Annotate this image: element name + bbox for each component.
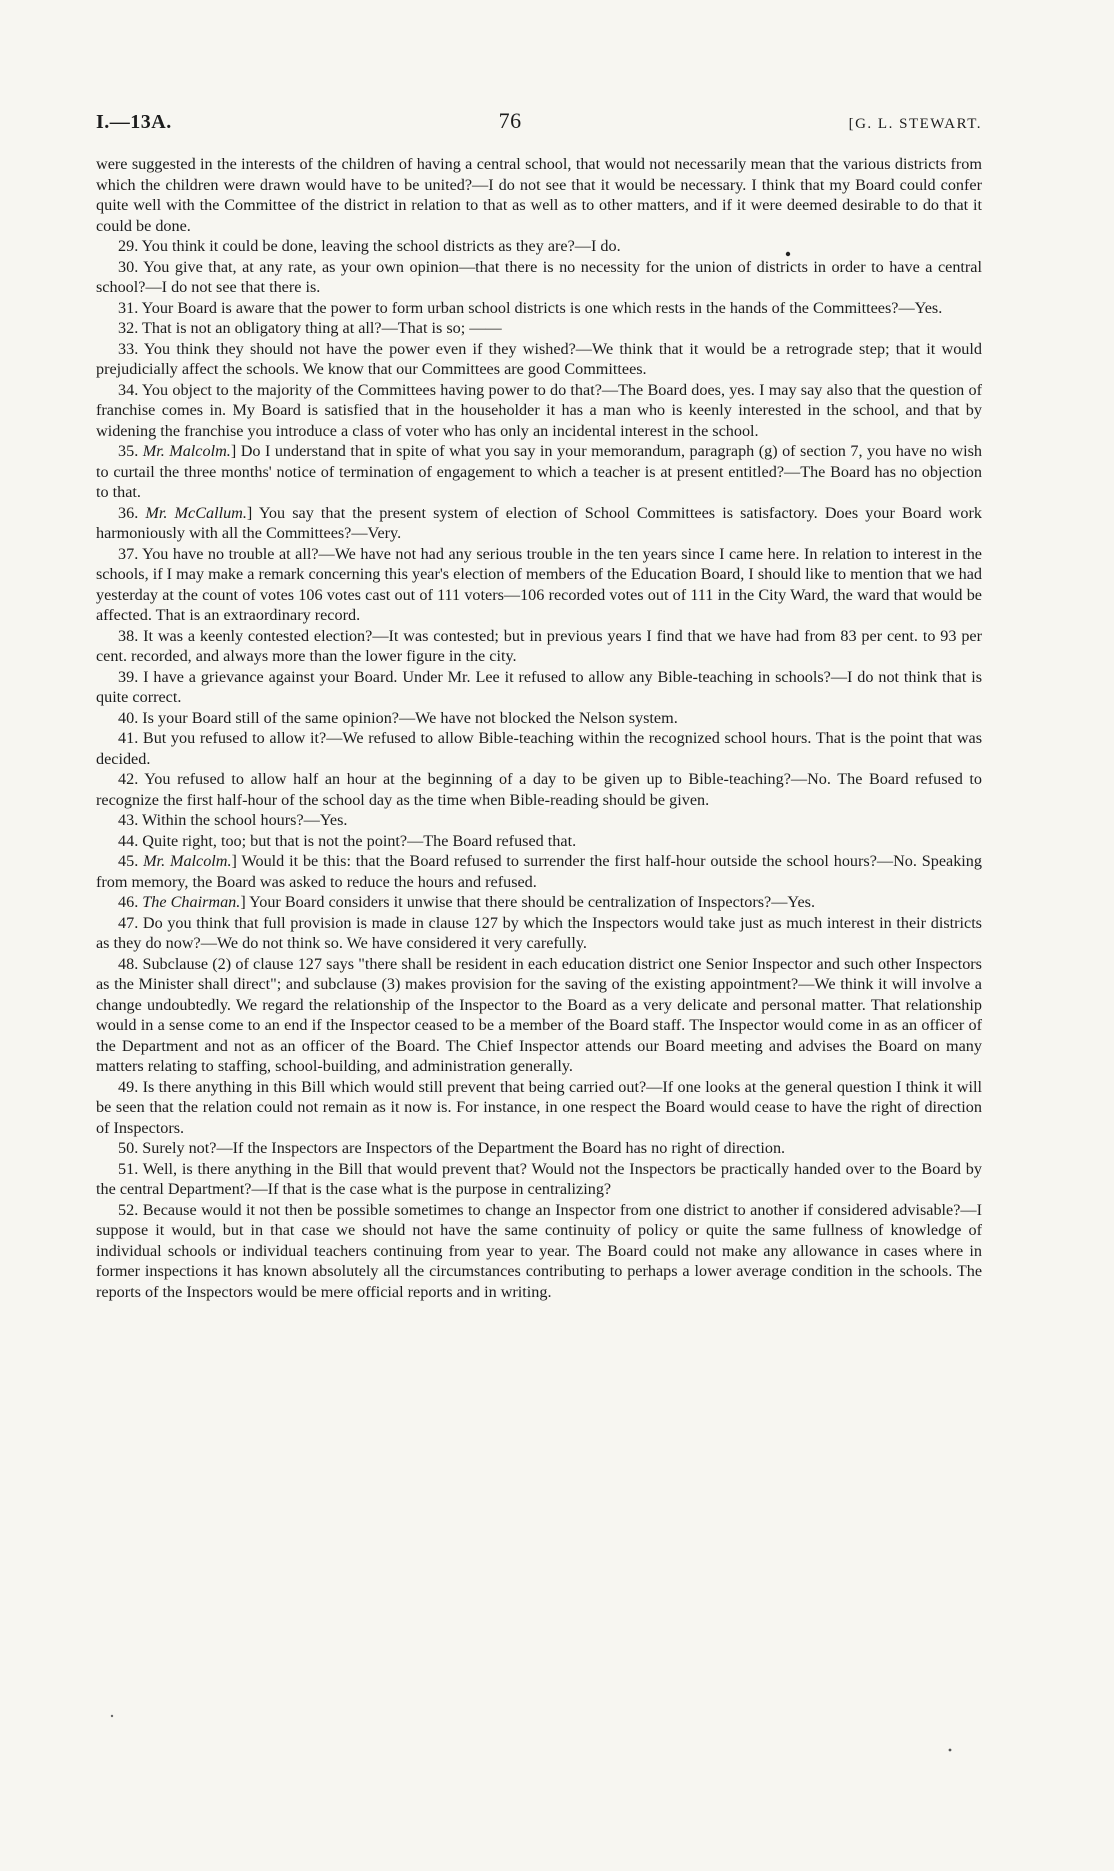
testimony-paragraph — [96, 1159, 982, 1200]
testimony-paragraph — [96, 1077, 982, 1139]
paragraph-text: 31. Your Board is aware that the power to form urban school districts is one which rests in the hands of the Committees?—Yes. — [118, 298, 943, 317]
testimony-body — [96, 154, 982, 1302]
document-reference: I.—13A. — [96, 111, 172, 133]
paragraph-text: 44. Quite right, too; but that is not the point?—The Board refused that. — [118, 831, 577, 850]
paragraph-text: 33. You think they should not have the power even if they wished?—We think that it would be a retrograde step; that it would prejudicially affect the schools. We know that our Committees are good Committees. — [96, 339, 982, 378]
testimony-paragraph: 36. Mr. McCallum.] You say that the present system of election of School Committees is satisfactory. Does your Board work harmoniously with all the Committees?—Very. — [96, 503, 982, 542]
paragraph-text: 37. You have no trouble at all?—We have not had any serious trouble in the ten years since I came here. In relation to interest in the schools, if I may make a remark concerning this year's election of members of the Education Board, I should like to mention that we had yesterday at the count of votes 106 votes cast out of 111 voters—106 recorded votes out of 111 in the City Ward, the ward that would be affected. That is an extraordinary record. — [96, 544, 982, 624]
speaker-name: The Chairman. — [142, 893, 241, 911]
paragraph-text: 52. Because would it not then be possible sometimes to change an Inspector from one district to another if considered advisable?—I suppose it would, but in that case we should not have the same continuity of policy or quite the same fullness of knowledge of individual schools or individual teachers continuing from year to year. The Board could not make any allowance in cases where in former inspections it has known absolutely all the circumstances contributing to perhaps a lower average condition in the schools. The reports of the Inspectors would be mere official reports and in writing. — [96, 1200, 982, 1301]
testimony-paragraph — [96, 769, 982, 810]
paragraph-text: 29. You think it could be done, leaving the school districts as they are?—I do. — [118, 237, 621, 255]
testimony-paragraph — [96, 667, 982, 708]
testimony-paragraph — [96, 831, 982, 852]
testimony-paragraph — [96, 544, 982, 626]
paragraph-text: 40. Is your Board still of the same opinion?—We have not blocked the Nelson system. — [118, 708, 678, 727]
testimony-paragraph — [96, 728, 982, 769]
witness-name: [G. L. STEWART. — [848, 116, 982, 132]
testimony-paragraph — [96, 913, 982, 954]
paragraph-text: 38. It was a keenly contested election?—It was contested; but in previous years I find that we have had from 83 per cent. to 93 per cent. recorded, and always more than the lower figure in the city. — [96, 626, 982, 665]
question-number: 35. — [118, 442, 143, 460]
testimony-paragraph — [96, 1200, 982, 1303]
page-number: 76 — [498, 108, 522, 133]
paragraph-text: You say that the present system of election of School Committees is satisfactory. Does your Board work harmoniously with all the Committees?—Very. — [96, 503, 982, 542]
testimony-paragraph: 46. The Chairman.] Your Board considers it unwise that there should be centralization of Inspectors?—Yes. — [118, 893, 816, 911]
scan-speck — [949, 1749, 952, 1752]
paragraph-text: Your Board considers it unwise that there should be centralization of Inspectors?—Yes. — [249, 893, 816, 911]
paragraph-text: 34. You object to the majority of the Committees having power to do that?—The Board does, yes. I may say also that the question of franchise comes in. My Board is satisfied that in the householder it has a man who is keenly interested in the school, and that by widening the franchise you introduce a class of voter who has only an incidental interest in the school. — [96, 380, 982, 440]
paragraph-text: 49. Is there anything in this Bill which would still prevent that being carried out?—If one looks at the general question I think it will be seen that the relation could not remain as it now is. For instance, in one respect the Board would cease to have the right of direction of Inspectors. — [96, 1077, 982, 1137]
testimony-paragraph: 45. Mr. Malcolm.] Would it be this: that the Board refused to surrender the first half-hour outside the school hours?—No. Speaking from memory, the Board was asked to reduce the hours and refused. — [96, 852, 982, 891]
paragraph-text: 43. Within the school hours?—Yes. — [118, 811, 348, 829]
testimony-paragraph — [96, 954, 982, 1077]
paragraph-text: 32. That is not an obligatory thing at all?—That is so; —— — [118, 319, 502, 337]
paragraph-text: Would it be this: that the Board refused to surrender the first half-hour outside the school hours?—No. Speaking from memory, the Board was asked to reduce the hours and refused. — [96, 852, 982, 891]
paragraph-text: were suggested in the interests of the children of having a central school, that would not necessarily mean that the various districts from which the children were drawn would have to be united?—I do not see that it would be necessary. I think that my Board could confer quite well with the Committee of the district in relation to that as well as to other matters, and if it were deemed desirable to do that it could be done. — [96, 155, 982, 235]
testimony-paragraph — [96, 236, 982, 257]
speaker-name: Mr. Malcolm. — [143, 852, 232, 870]
paragraph-text: 30. You give that, at any rate, as your own opinion—that there is no necessity for the union of districts in order to have a central school?—I do not see that there is. — [96, 257, 982, 296]
testimony-paragraph — [96, 380, 982, 442]
testimony-paragraph: 35. Mr. Malcolm.] Do I understand that in spite of what you say in your memorandum, paragraph (g) of section 7, you have no wish to curtail the three months' notice of termination of engagement to which a teacher is at present entitled?—The Board has no objection to that. — [96, 442, 983, 501]
page-header — [96, 108, 982, 134]
paragraph-text: 39. I have a grievance against your Board. Under Mr. Lee it refused to allow any Bible-teaching in schools?—I do not think that is quite correct. — [96, 667, 982, 706]
paragraph-text: 41. But you refused to allow it?—We refused to allow Bible-teaching within the recognized school hours. That is the point that was decided. — [96, 729, 982, 768]
testimony-paragraph — [96, 1138, 982, 1159]
testimony-paragraph — [96, 318, 982, 339]
testimony-paragraph — [96, 154, 982, 236]
paragraph-text: 42. You refused to allow half an hour at the beginning of a day to be given up to Bible-teaching?—No. The Board refused to recognize the first half-hour of the school day as the time when Bible-reading should be given. — [96, 770, 982, 809]
question-number: 46. — [118, 893, 143, 911]
paragraph-text: Do I understand that in spite of what you say in your memorandum, paragraph (g) of section 7, you have no wish to curtail the three months' notice of termination of engagement to which a teacher is at present entitled?—The Board has no objection to that. — [96, 442, 983, 501]
testimony-paragraph — [96, 810, 982, 831]
testimony-paragraph — [96, 298, 982, 319]
testimony-paragraph — [96, 626, 982, 667]
paragraph-text: 47. Do you think that full provision is made in clause 127 by which the Inspectors would take just as much interest in their districts as they do now?—We do not think so. We have considered it very carefully. — [96, 913, 982, 952]
question-number: 45. — [118, 852, 144, 870]
speaker-name: Mr. Malcolm. — [142, 442, 231, 460]
document-page — [96, 108, 982, 1302]
scan-speck — [111, 1715, 113, 1717]
question-number: 36. — [118, 503, 146, 522]
paragraph-text: 50. Surely not?—If the Inspectors are Inspectors of the Department the Board has no right of direction. — [118, 1139, 786, 1157]
speaker-name: Mr. McCallum. — [145, 503, 247, 522]
paragraph-text: 51. Well, is there anything in the Bill that would prevent that? Would not the Inspectors be practically handed over to the Board by the central Department?—If that is the case what is the purpose in centralizing? — [96, 1159, 982, 1198]
testimony-paragraph — [96, 708, 982, 729]
testimony-paragraph — [96, 339, 982, 380]
testimony-paragraph — [96, 257, 982, 298]
paragraph-text: 48. Subclause (2) of clause 127 says "there shall be resident in each education district one Senior Inspector and such other Inspectors as the Minister shall direct"; and subclause (3) makes provision for the saving of the existing appointment?—We think it will involve a change undoubtedly. We regard the relationship of the Inspector to the Board as a very delicate and personal matter. That relationship would in a sense come to an end if the Inspector ceased to be a member of the Board staff. The Inspector would come in as an officer of the Department and not as an officer of the Board. The Chief Inspector attends our Board meeting and advises the Board on many matters relating to staffing, school-building, and administration generally. — [96, 954, 982, 1075]
